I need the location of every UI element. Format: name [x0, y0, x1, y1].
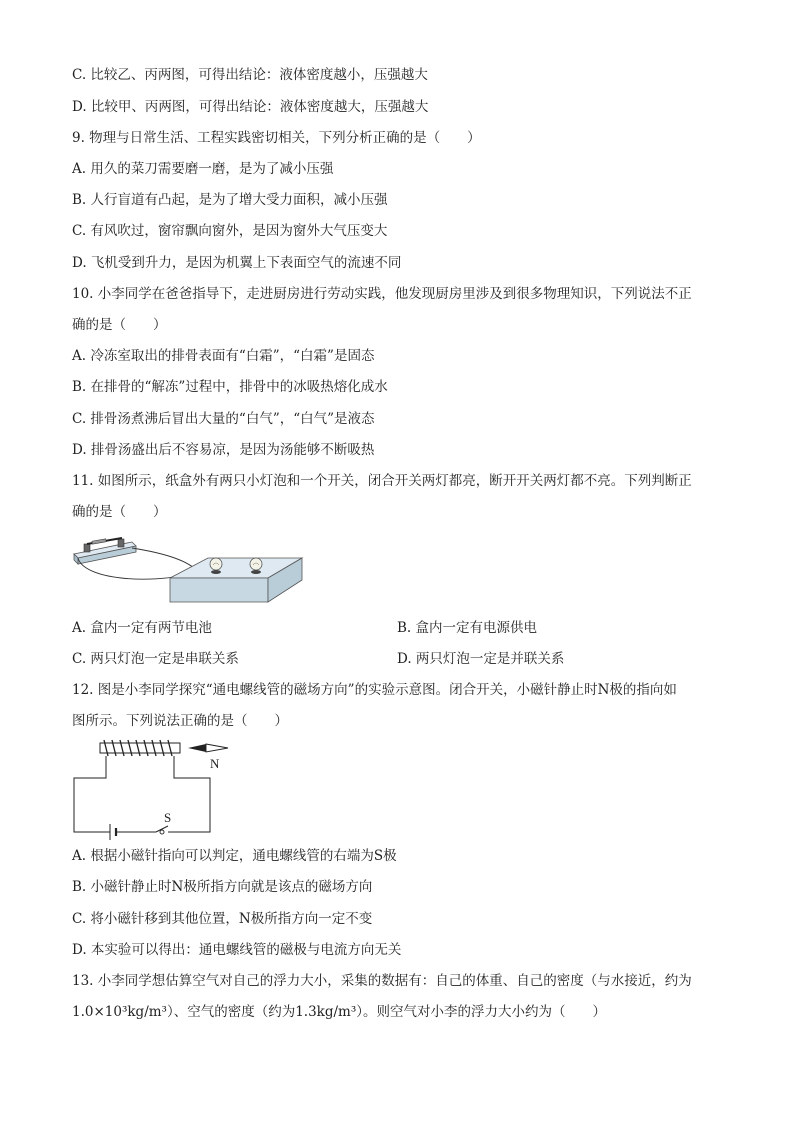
q10-option-c: C. 排骨汤煮沸后冒出大量的“白气”，“白气”是液态 [72, 411, 375, 427]
q12-stem-line1: 12. 图是小李同学探究“通电螺线管的磁场方向”的实验示意图。闭合开关，小磁针静止时N极的指向如 [72, 682, 677, 698]
q12-option-b: B. 小磁针静止时N极所指方向就是该点的磁场方向 [72, 879, 373, 895]
q8-option-c: C. 比较乙、丙两图，可得出结论：液体密度越小，压强越大 [72, 67, 428, 83]
compass-needle-icon [188, 744, 228, 752]
q11-stem-line1: 11. 如图所示，纸盒外有两只小灯泡和一个开关，闭合开关两灯都亮，断开开关两灯都不亮。下列判断正 [72, 473, 692, 489]
q11-option-d: D. 两只灯泡一定是并联关系 [397, 651, 565, 667]
bulb-left-icon [210, 558, 222, 574]
q11-stem-line2: 确的是（ ） [72, 504, 167, 520]
q9-option-c: C. 有风吹过，窗帘飘向窗外，是因为窗外大气压变大 [72, 223, 388, 239]
q11-option-b: B. 盒内一定有电源供电 [397, 620, 538, 636]
q12-stem-line2: 图所示。下列说法正确的是（ ） [72, 713, 288, 729]
needle-n-label: N [210, 756, 220, 771]
q10-option-b: B. 在排骨的“解冻”过程中，排骨中的冰吸热熔化成水 [72, 379, 388, 395]
q11-option-c: C. 两只灯泡一定是串联关系 [72, 651, 239, 667]
q13-stem-line2: 1.0×10³kg/m³）、空气的密度（约为1.3kg/m³）。则空气对小李的浮力大小约为（ ） [72, 1004, 607, 1020]
switch-icon [156, 826, 168, 834]
circuit-wires [74, 756, 210, 832]
bulb-right-icon [250, 558, 262, 574]
q13-stem-line1: 13. 小李同学想估算空气对自己的浮力大小，采集的数据有：自己的体重、自己的密度（与水接近，约为 [72, 973, 692, 989]
q8-option-d: D. 比较甲、丙两图，可得出结论：液体密度越大，压强越大 [72, 99, 429, 115]
q10-stem-line1: 10. 小李同学在爸爸指导下，走进厨房进行劳动实践，他发现厨房里涉及到很多物理知识，下列说法不正 [72, 286, 692, 302]
q11-option-a: A. 盒内一定有两节电池 [72, 620, 212, 636]
q9-option-b: B. 人行盲道有凸起，是为了增大受力面积，减小压强 [72, 192, 388, 208]
q12-option-a: A. 根据小磁针指向可以判定，通电螺线管的右端为S极 [72, 848, 397, 864]
q10-option-d: D. 排骨汤盛出后不容易凉，是因为汤能够不断吸热 [72, 442, 375, 458]
solenoid-icon [100, 740, 180, 756]
q11-circuit-figure [70, 532, 310, 606]
q9-option-a: A. 用久的菜刀需要磨一磨，是为了减小压强 [72, 161, 334, 177]
q12-option-d: D. 本实验可以得出：通电螺线管的磁极与电流方向无关 [72, 942, 402, 958]
q10-stem-line2: 确的是（ ） [72, 317, 167, 333]
q9-stem: 9. 物理与日常生活、工程实践密切相关，下列分析正确的是（ ） [72, 130, 481, 146]
q12-option-c: C. 将小磁针移到其他位置，N极所指方向一定不变 [72, 911, 373, 927]
switch-label: S [164, 810, 172, 825]
q10-option-a: A. 冷冻室取出的排骨表面有“白霜”，“白霜”是固态 [72, 348, 375, 364]
battery-icon [110, 824, 118, 840]
switch-board [74, 542, 136, 564]
q12-solenoid-figure [70, 738, 240, 838]
q9-option-d: D. 飞机受到升力，是因为机翼上下表面空气的流速不同 [72, 255, 402, 271]
